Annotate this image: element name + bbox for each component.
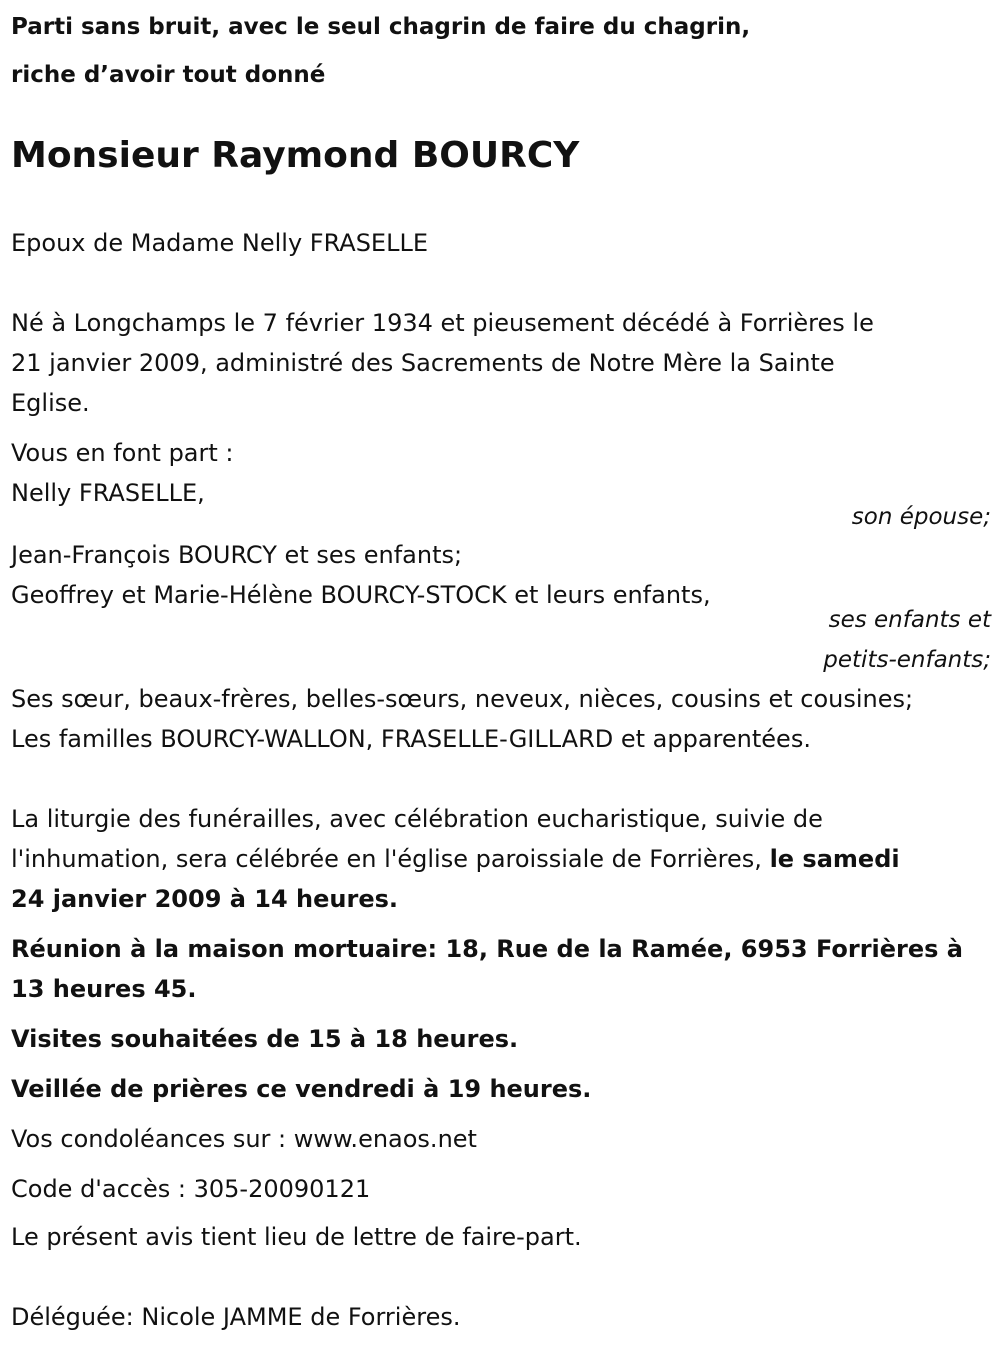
meeting-line-2: 13 heures 45. (11, 975, 197, 1003)
funeral-line-2 (11, 844, 900, 874)
epigraph-line-1: Parti sans bruit, avec le seul chagrin de faire du chagrin, (11, 14, 751, 40)
spouse-role: son épouse; (851, 504, 991, 530)
condolences-line: Vos condoléances sur : www.enaos.net (11, 1125, 477, 1153)
announcement-intro: Vous en font part : (11, 439, 234, 467)
access-code-line: Code d'accès : 305-20090121 (11, 1175, 371, 1203)
epigraph-line-2: riche d’avoir tout donné (11, 62, 326, 88)
delegate-line: Déléguée: Nicole JAMME de Forrières. (11, 1303, 461, 1331)
birth-death-line-1: Né à Longchamps le 7 février 1934 et pieusement décédé à Forrières le (11, 309, 874, 337)
vigil-line: Veillée de prières ce vendredi à 19 heures. (11, 1075, 592, 1103)
birth-death-line-3: Eglise. (11, 389, 90, 417)
child-line-1: Jean-François BOURCY et ses enfants; (11, 541, 463, 569)
relatives-line: Ses sœur, beaux-frères, belles-sœurs, neveux, nièces, cousins et cousines; (11, 685, 914, 713)
families-line: Les familles BOURCY-WALLON, FRASELLE-GILLARD et apparentées. (11, 725, 811, 753)
funeral-date-time: 24 janvier 2009 à 14 heures. (11, 885, 399, 913)
funeral-line-2-text: l'inhumation, sera célébrée en l'église paroissiale de Forrières, (11, 845, 762, 873)
spouse-of: Epoux de Madame Nelly FRASELLE (11, 229, 428, 257)
notice-line: Le présent avis tient lieu de lettre de faire-part. (11, 1223, 582, 1251)
child-line-2: Geoffrey et Marie-Hélène BOURCY-STOCK et leurs enfants, (11, 581, 711, 609)
visits-line: Visites souhaitées de 15 à 18 heures. (11, 1025, 519, 1053)
birth-death-line-2: 21 janvier 2009, administré des Sacrements de Notre Mère la Sainte (11, 349, 835, 377)
funeral-date-start: le samedi (769, 845, 900, 873)
children-role-line-2: petits-enfants; (823, 647, 991, 673)
deceased-name: Monsieur Raymond BOURCY (11, 135, 580, 176)
children-role-line-1: ses enfants et (828, 607, 991, 633)
meeting-line-1: Réunion à la maison mortuaire: 18, Rue de la Ramée, 6953 Forrières à (11, 935, 963, 963)
spouse-line: Nelly FRASELLE, (11, 479, 205, 507)
funeral-line-1: La liturgie des funérailles, avec célébration eucharistique, suivie de (11, 805, 823, 833)
